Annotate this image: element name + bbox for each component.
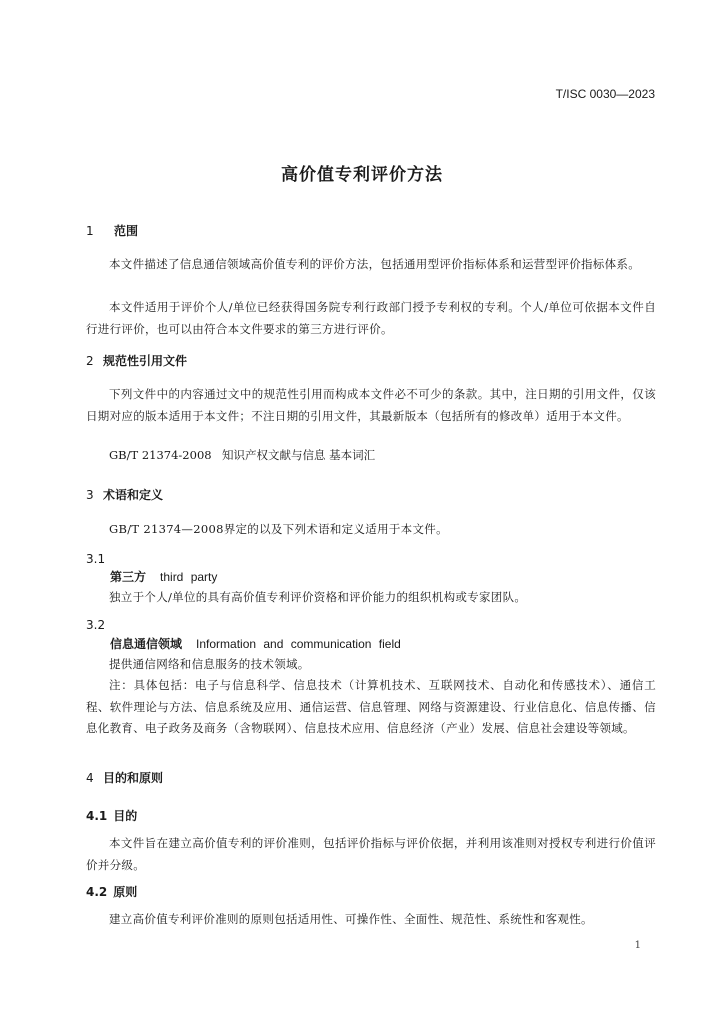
reference-code: GB/T 21374-2008 xyxy=(109,448,212,462)
normative-reference xyxy=(86,447,679,463)
section-number: 4 xyxy=(86,771,94,785)
section-title: 目的和原则 xyxy=(103,771,164,785)
reference-title: 知识产权文献与信息 基本词汇 xyxy=(222,448,376,462)
section-title: 规范性引用文件 xyxy=(103,354,188,368)
document-title: 高价值专利评价方法 xyxy=(281,165,443,185)
term-3-2-definition: 提供通信网络和信息服务的技术领域。 xyxy=(109,657,310,671)
term-zh: 第三方 xyxy=(110,570,147,584)
section-title: 术语和定义 xyxy=(103,488,164,502)
term-3-1-definition: 独立于个人/单位的具有高价值专利评价资格和评价能力的组织机构或专家团队。 xyxy=(109,590,527,604)
section-4-2-heading xyxy=(86,883,656,900)
standard-code: T/ISC 0030—2023 xyxy=(555,87,655,101)
section-4-1-heading xyxy=(86,807,656,824)
section-4-1-paragraph: 本文件旨在建立高价值专利的评价准则，包括评价指标与评价依据，并利用该准则对授权专利进行价值评价并分级。 xyxy=(86,836,656,872)
subsection-title: 目的 xyxy=(113,809,138,823)
term-3-2-note: 注：具体包括：电子与信息科学、信息技术（计算机技术、互联网技术、自动化和传感技术）、通信工程、软件理论与方法、信息系统及应用、通信运营、信息管理、网络与资源建设、行业信息化、信息传播、信息化教育、电子政务及商务（含物联网）、信息技术应用、信息经济（产业）发展、信息社会建设等领域。 xyxy=(86,678,656,735)
section-4-2-paragraph: 建立高价值专利评价准则的原则包括适用性、可操作性、全面性、规范性、系统性和客观性。 xyxy=(109,912,593,926)
term-3-2-number: 3.2 xyxy=(86,618,106,632)
term-3-1-number: 3.1 xyxy=(86,552,106,566)
subsection-number: 4.1 xyxy=(86,809,108,823)
section-number: 1 xyxy=(86,224,94,238)
term-en: third party xyxy=(160,570,218,584)
section-3-paragraph-1: GB/T 21374—2008界定的以及下列术语和定义适用于本文件。 xyxy=(109,522,448,536)
section-number: 3 xyxy=(86,488,94,502)
term-3-2 xyxy=(86,634,680,655)
term-3-1 xyxy=(86,567,680,588)
subsection-number: 4.2 xyxy=(86,885,108,899)
section-number: 2 xyxy=(86,354,94,368)
section-1-paragraph-2: 本文件适用于评价个人/单位已经获得国务院专利行政部门授予专利权的专利。个人/单位可依据本文件自行进行评价，也可以由符合本文件要求的第三方进行评价。 xyxy=(86,300,656,336)
term-en: Information and communication field xyxy=(196,637,401,651)
section-2-heading xyxy=(86,352,656,369)
term-zh: 信息通信领域 xyxy=(110,637,183,651)
section-3-heading xyxy=(86,486,656,503)
subsection-title: 原则 xyxy=(113,885,138,899)
section-2-paragraph-1: 下列文件中的内容通过文中的规范性引用而构成本文件必不可少的条款。其中，注日期的引用文件，仅该日期对应的版本适用于本文件；不注日期的引用文件，其最新版本（包括所有的修改单）适用于本文件。 xyxy=(86,387,656,423)
section-1-paragraph-1: 本文件描述了信息通信领域高价值专利的评价方法，包括通用型评价指标体系和运营型评价指标体系。 xyxy=(109,257,640,271)
section-4-heading xyxy=(86,769,656,786)
section-title: 范围 xyxy=(114,224,139,238)
page-number: 1 xyxy=(634,940,641,951)
section-1-heading xyxy=(86,222,656,239)
